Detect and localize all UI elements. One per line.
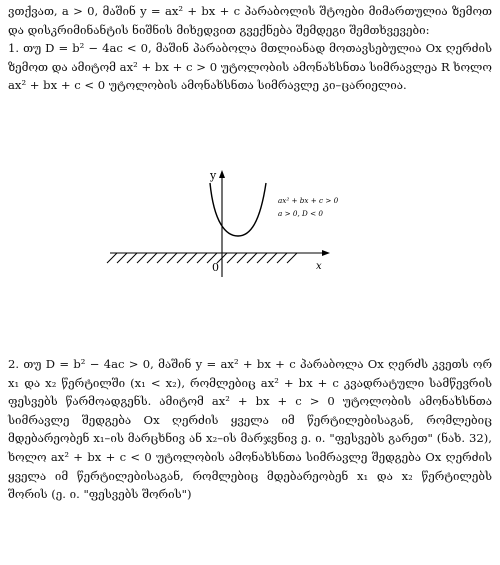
annotation-conditions: a > 0, D < 0 <box>278 209 323 218</box>
x-axis-label: x <box>316 261 322 272</box>
parabola-curve <box>210 183 266 236</box>
annotation-inequality: ax² + bx + c > 0 <box>278 196 339 205</box>
hatched-axis <box>107 253 297 263</box>
y-axis-arrow <box>219 170 225 178</box>
y-axis-label: y <box>210 169 217 182</box>
paragraph-case-2: 2. თუ D = b² − 4ac > 0, მაშინ y = ax² + bx + c პარაბოლა Ox ღერძს კვეთს ორ x₁ და x₂ წერტილში (x₁ < x₂), რომლებიც ax² + bx + c კვადრატული სამწევრის ფესვებს წარმოადგენს. ამიტომ ax² + bx + c > 0 უტოლობის ამონახსნთა სიმრავლე შედგება Ox ღერძის ყველა იმ წერტილებისაგან, რომლებიც მდებარეობენ x₁–ის მარცხნივ ან x₂–ის მარჯვნივ ე. ი. "ფესვებს გარეთ" (ნახ. 32), ხოლო ax² + bx + c < 0 უტოლობის ამონახსნთა სიმრავლე შედგება Ox ღერძის ყველა იმ წერტილებისაგან, რომლებიც მდებარეობენ x₁ და x₂ წერტილებს შორის (ე. ი. "ფესვებს შორის") <box>8 357 492 502</box>
origin-label: 0 <box>212 261 219 274</box>
x-axis-arrow <box>322 250 330 256</box>
paragraph-case-1: ვთქვათ, a > 0, მაშინ y = ax² + bx + c პარაბოლის შტოები მიმართულია ზემოთ და დისკრიმინანტის ნიშნის მიხედვით გვექნება შემდეგი შემთხვევები: 1. თუ D = b² − 4ac < 0, მაშინ პარაბოლა მთლიანად მოთავსებულია Ox ღერძის ზემოთ და ამიტომ ax² + bx + c > 0 უტოლობის ამონახსნთა სიმრავლეა R ხოლო ax² + bx + c < 0 უტოლობის ამონახსნთა სიმრავლე კი–ცარიელია. <box>8 4 492 93</box>
parabola-figure <box>0 165 500 285</box>
